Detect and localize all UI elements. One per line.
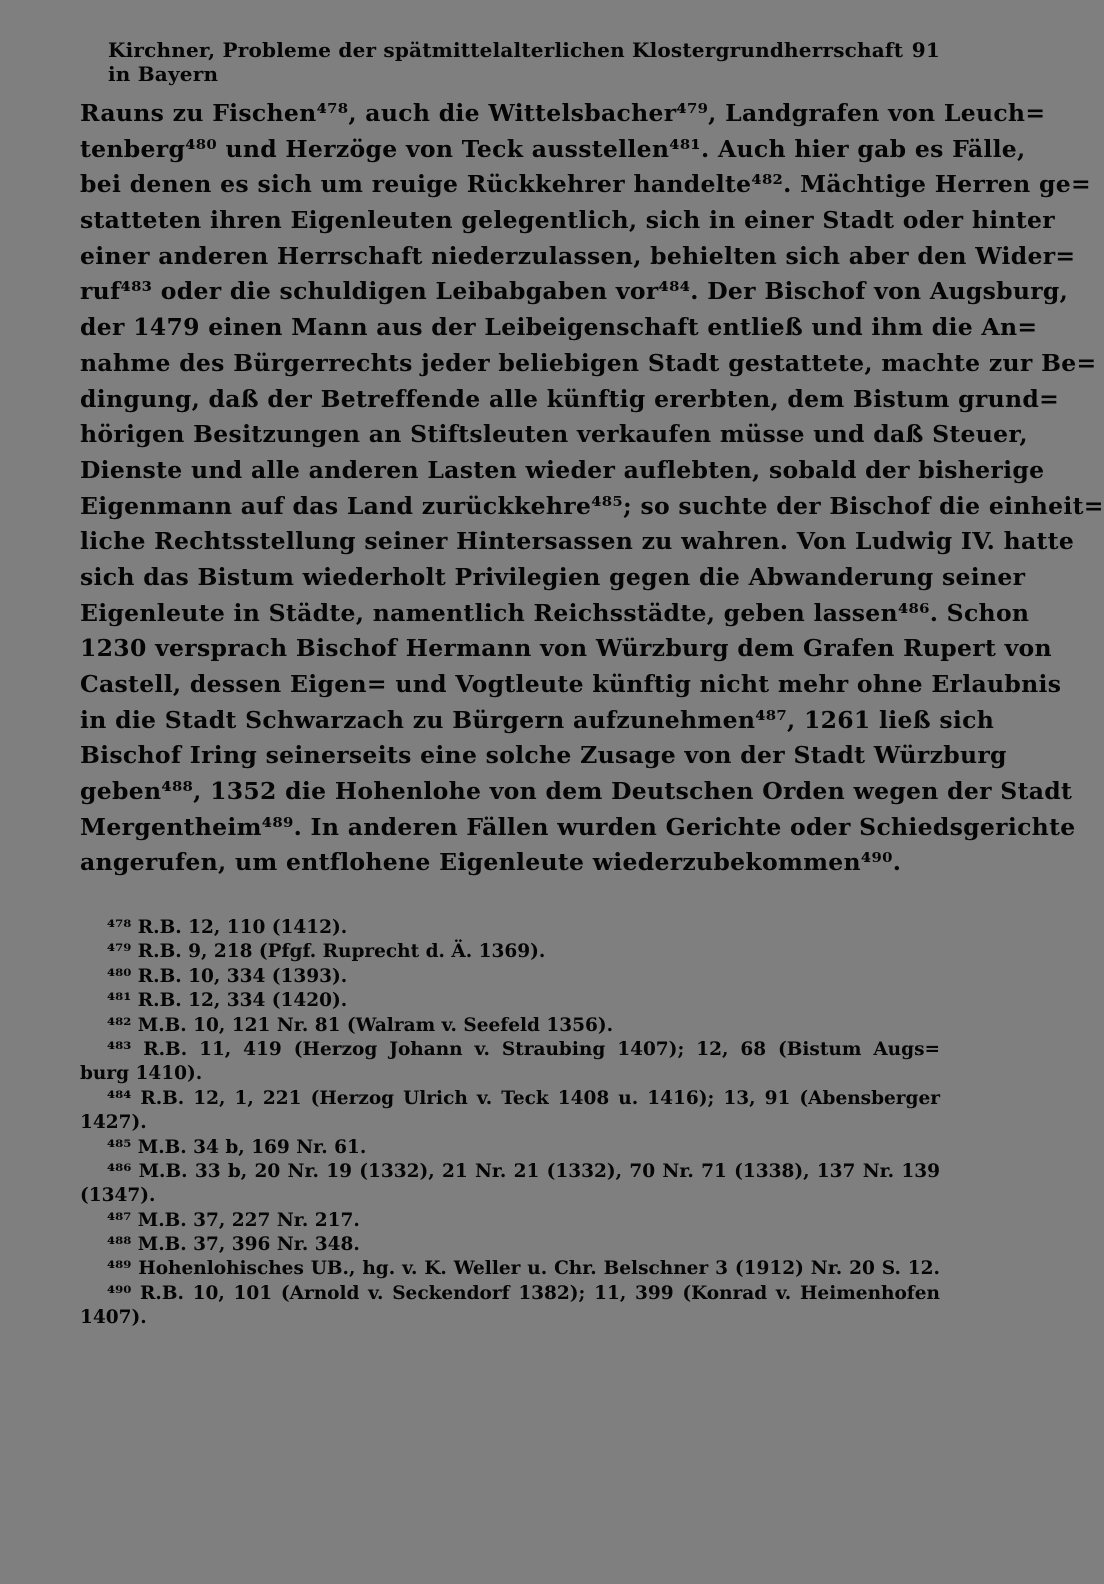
footnote-487: ⁴⁸⁷ M.B. 37, 227 Nr. 217. [107, 1209, 360, 1231]
footnote-489: ⁴⁸⁹ Hohenlohisches UB., hg. v. K. Weller u. Chr. Belschner 3 (1912) Nr. 20 S. 12. [107, 1258, 940, 1280]
footnote-485: ⁴⁸⁵ M.B. 34 b, 169 Nr. 61. [107, 1136, 367, 1158]
text-line: 1230 versprach Bischof Hermann von Würzburg dem Grafen Rupert von [80, 634, 1052, 663]
footnotes [80, 916, 940, 1331]
text-line: bei denen es sich um reuige Rückkehrer handelte⁴⁸². Mächtige Herren ge= [80, 170, 1091, 199]
footnote-483-cont: burg 1410). [80, 1063, 203, 1085]
footnote-484: ⁴⁸⁴ R.B. 12, 1, 221 (Herzog Ulrich v. Teck 1408 u. 1416); 13, 91 (Abensberger [107, 1087, 940, 1109]
text-line: Bischof Iring seinerseits eine solche Zusage von der Stadt Würzburg [80, 741, 1007, 770]
footnote-480: ⁴⁸⁰ R.B. 10, 334 (1393). [107, 965, 348, 987]
running-head-title: Kirchner, Probleme der spätmittelalterlichen Klostergrundherrschaft in Bayern [108, 38, 904, 86]
text-line: statteten ihren Eigenleuten gelegentlich, sich in einer Stadt oder hinter [80, 206, 1055, 235]
text-line: Eigenleute in Städte, namentlich Reichsstädte, geben lassen⁴⁸⁶. Schon [80, 598, 1030, 627]
text-line: Dienste und alle anderen Lasten wieder auflebten, sobald der bisherige [80, 455, 1045, 484]
footnote-484-cont: 1427). [80, 1112, 147, 1134]
text-line: hörigen Besitzungen an Stiftsleuten verkaufen müsse und daß Steuer, [80, 420, 1028, 449]
running-head [80, 38, 940, 86]
footnote-482: ⁴⁸² M.B. 10, 121 Nr. 81 (Walram v. Seefeld 1356). [107, 1014, 614, 1036]
text-line: liche Rechtsstellung seiner Hintersassen zu wahren. Von Ludwig IV. hatte [80, 527, 1075, 556]
text-line: nahme des Bürgerrechts jeder beliebigen Stadt gestattete, machte zur Be= [80, 348, 1097, 377]
book-page [80, 0, 1104, 1584]
text-line: geben⁴⁸⁸, 1352 die Hohenlohe von dem Deutschen Orden wegen der Stadt [80, 777, 1073, 806]
text-line: dingung, daß der Betreffende alle künftig ererbten, dem Bistum grund= [80, 384, 1060, 413]
footnote-488: ⁴⁸⁸ M.B. 37, 396 Nr. 348. [107, 1234, 360, 1256]
text-line: tenberg⁴⁸⁰ und Herzöge von Teck ausstellen⁴⁸¹. Auch hier gab es Fälle, [80, 134, 1026, 163]
footnote-490-cont: 1407). [80, 1307, 147, 1329]
text-line: Castell, dessen Eigen= und Vogtleute künftig nicht mehr ohne Erlaubnis [80, 670, 1062, 698]
footnote-483: ⁴⁸³ R.B. 11, 419 (Herzog Johann v. Straubing 1407); 12, 68 (Bistum Augs= [107, 1038, 940, 1060]
footnote-486-cont: (1347). [80, 1185, 156, 1207]
text-line: ruf⁴⁸³ oder die schuldigen Leibabgaben vor⁴⁸⁴. Der Bischof von Augsburg, [80, 277, 1069, 306]
text-line: einer anderen Herrschaft niederzulassen, behielten sich aber den Wider= [80, 241, 1076, 270]
text-line: angerufen, um entflohene Eigenleute wiederzubekommen⁴⁹⁰. [80, 848, 902, 877]
footnote-486: ⁴⁸⁶ M.B. 33 b, 20 Nr. 19 (1332), 21 Nr. 21 (1332), 70 Nr. 71 (1338), 137 Nr. 139 [107, 1160, 940, 1182]
footnote-490: ⁴⁹⁰ R.B. 10, 101 (Arnold v. Seckendorf 1382); 11, 399 (Konrad v. Heimenhofen [107, 1282, 940, 1304]
footnote-481: ⁴⁸¹ R.B. 12, 334 (1420). [107, 990, 348, 1012]
main-text [80, 96, 1104, 881]
text-line: Eigenmann auf das Land zurückkehre⁴⁸⁵; so suchte der Bischof die einheit= [80, 491, 1104, 520]
text-line: in die Stadt Schwarzach zu Bürgern aufzunehmen⁴⁸⁷, 1261 ließ sich [80, 705, 995, 734]
text-line: sich das Bistum wiederholt Privilegien gegen die Abwanderung seiner [80, 562, 1026, 591]
footnote-478: ⁴⁷⁸ R.B. 12, 110 (1412). [107, 917, 348, 938]
footnote-479: ⁴⁷⁹ R.B. 9, 218 (Pfgf. Ruprecht d. Ä. 1369). [107, 941, 546, 963]
text-line: Mergentheim⁴⁸⁹. In anderen Fällen wurden Gerichte oder Schiedsgerichte [80, 812, 1076, 841]
text-line: der 1479 einen Mann aus der Leibeigenschaft entließ und ihm die An= [80, 313, 1038, 342]
page-number: 91 [911, 38, 940, 62]
text-line: Rauns zu Fischen⁴⁷⁸, auch die Wittelsbacher⁴⁷⁹, Landgrafen von Leuch= [80, 99, 1046, 127]
